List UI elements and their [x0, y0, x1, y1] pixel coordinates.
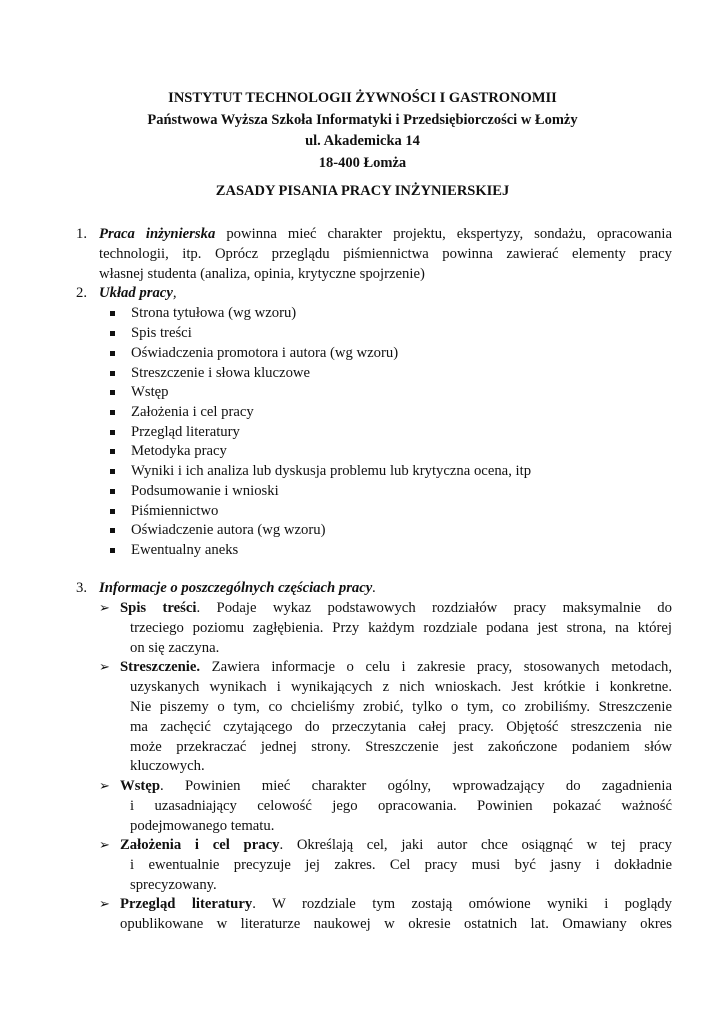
entry-goals-line-1: Założenia i cel pracy. Określają cel, jaki autor chce osiągnąć w tej pracy	[120, 837, 672, 853]
section-3-number: 3.	[76, 580, 88, 596]
entry-goals-line-2: i ewentualnie precyzuje jej zakres. Cel pracy musi być jasny i dokładnie	[130, 857, 672, 873]
section-2-heading: Układ pracy,	[99, 285, 177, 301]
arrow-bullet-icon: ➢	[99, 897, 110, 912]
entry-term: Przegląd literatury	[120, 896, 253, 912]
entry-goals-line-3: sprecyzowany.	[130, 877, 217, 893]
list-item: Streszczenie i słowa kluczowe	[131, 365, 311, 381]
entry-toc-line-3: on się zaczyna.	[130, 640, 220, 656]
bullet-icon	[110, 351, 115, 356]
arrow-bullet-icon: ➢	[99, 601, 110, 616]
document-header	[0, 88, 725, 174]
entry-abstract-line-4: ma zachęcić czytającego do przeczytania całej pracy. Objętość streszczenia nie	[130, 719, 672, 735]
section-3-lead: Informacje o poszczególnych częściach pracy	[99, 580, 373, 596]
entry-review-line-2: opublikowane w literaturze naukowej w okresie ostatnich lat. Omawiany okres	[120, 916, 672, 932]
document-title: ZASADY PISANIA PRACY INŻYNIERSKIEJ	[215, 183, 510, 199]
section-2-lead: Układ pracy	[99, 285, 173, 301]
entry-intro-line-3: podejmowanego tematu.	[130, 818, 275, 834]
list-item: Przegląd literatury	[131, 424, 240, 440]
list-item: Piśmiennictwo	[131, 503, 219, 519]
list-item: Metodyka pracy	[131, 443, 227, 459]
entry-term: Spis treści	[120, 600, 197, 616]
bullet-icon	[110, 390, 115, 395]
entry-term: Wstęp	[120, 778, 160, 794]
entry-toc-line-2: trzeciego poziomu zagłębienia. Przy każdym rozdziale podana jest strona, na której	[130, 620, 672, 636]
entry-intro-line-2: i uzasadniający celowość jego opracowania. Powinien pokazać ważność	[130, 798, 672, 814]
bullet-icon	[110, 489, 115, 494]
bullet-icon	[110, 509, 115, 514]
bullet-icon	[110, 449, 115, 454]
list-item: Ewentualny aneks	[131, 542, 239, 558]
bullet-icon	[110, 430, 115, 435]
entry-abstract-line-2: uzyskanych wynikach i wynikających z nich wnioskach. Jest krótkie i konkretne.	[130, 679, 672, 695]
entry-abstract-line-3: Nie piszemy o tym, co chcieliśmy zrobić, tylko o tym, co zrobiliśmy. Streszczenie	[130, 699, 672, 715]
section-1-lead: Praca inżynierska	[99, 226, 216, 242]
bullet-icon	[110, 331, 115, 336]
entry-intro-line-1: Wstęp. Powinien mieć charakter ogólny, wprowadzający do zagadnienia	[120, 778, 672, 794]
list-item: Spis treści	[131, 325, 192, 341]
list-item: Oświadczenie autora (wg wzoru)	[131, 522, 326, 538]
entry-toc-line-1: Spis treści. Podaje wykaz podstawowych rozdziałów pracy maksymalnie do	[120, 600, 672, 616]
section-1-line-1: Praca inżynierska powinna mieć charakter projektu, ekspertyzy, sondażu, opracowania	[99, 226, 672, 242]
bullet-icon	[110, 469, 115, 474]
postal-city: 18-400 Łomża	[318, 154, 407, 171]
section-1-line-3: własnej studenta (analiza, opinia, krytyczne spojrzenie)	[99, 266, 425, 282]
list-item: Oświadczenia promotora i autora (wg wzoru)	[131, 345, 399, 361]
entry-abstract-line-1: Streszczenie. Zawiera informacje o celu i zakresie pracy, stosowanych metodach,	[120, 659, 672, 675]
section-1-number: 1.	[76, 226, 88, 242]
list-item: Wyniki i ich analiza lub dyskusja problemu lub krytyczna ocena, itp	[131, 463, 532, 479]
entry-review-line-1: Przegląd literatury. W rozdziale tym zostają omówione wyniki i poglądy	[120, 896, 672, 912]
arrow-bullet-icon: ➢	[99, 779, 110, 794]
arrow-bullet-icon: ➢	[99, 838, 110, 853]
section-3-heading: Informacje o poszczególnych częściach pracy.	[99, 580, 376, 596]
institute-name: INSTYTUT TECHNOLOGII ŻYWNOŚCI I GASTRONOMII	[168, 90, 557, 106]
entry-term: Streszczenie.	[120, 659, 201, 675]
list-item: Wstęp	[131, 384, 169, 400]
bullet-icon	[110, 548, 115, 553]
list-item: Podsumowanie i wnioski	[131, 483, 279, 499]
section-2-number: 2.	[76, 285, 88, 301]
arrow-bullet-icon: ➢	[99, 660, 110, 675]
section-1-line-2: technologii, itp. Oprócz przeglądu piśmiennictwa powinna zawierać elementy pracy	[99, 246, 672, 262]
entry-term: Założenia i cel pracy	[120, 837, 280, 853]
entry-abstract-line-5: może przekraczać jednej strony. Streszczenie jest zakończone podaniem słów	[130, 739, 672, 755]
bullet-icon	[110, 528, 115, 533]
street-address: ul. Akademicka 14	[305, 133, 420, 149]
bullet-icon	[110, 371, 115, 376]
entry-abstract-line-6: kluczowych.	[130, 758, 205, 774]
bullet-icon	[110, 311, 115, 316]
bullet-icon	[110, 410, 115, 415]
school-name: Państwowa Wyższa Szkoła Informatyki i Przedsiębiorczości w Łomży	[147, 111, 578, 128]
list-item: Strona tytułowa (wg wzoru)	[131, 305, 297, 321]
list-item: Założenia i cel pracy	[131, 404, 254, 420]
